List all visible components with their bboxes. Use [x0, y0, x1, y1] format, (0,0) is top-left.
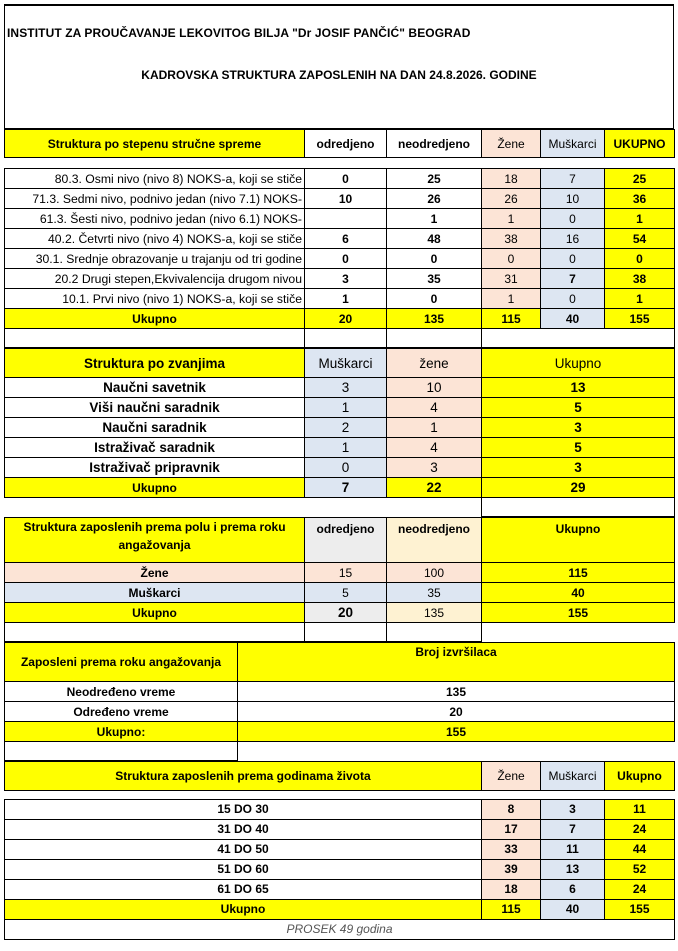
education-row-fixed: 0 [305, 249, 387, 269]
gender-row-fixed: 15 [305, 563, 387, 583]
age-header-label: Struktura zaposlenih prema godinama života [5, 761, 482, 790]
education-row-label: 30.1. Srednje obrazovanje u trajanju od tri godine [5, 249, 305, 269]
term-row-count: 135 [238, 682, 675, 702]
education-header-men: Muškarci [541, 130, 605, 158]
education-row-men: 0 [541, 249, 605, 269]
education-row-men: 0 [541, 289, 605, 309]
term-table [4, 642, 675, 761]
age-row-label: 51 DO 60 [5, 859, 482, 879]
titles-row-women: 4 [387, 438, 482, 458]
titles-row-women: 10 [387, 378, 482, 398]
age-header-women: Žene [482, 761, 541, 790]
gender-row-total: 115 [482, 563, 675, 583]
education-header-permanent: neodredjeno [387, 130, 482, 158]
term-total-count: 155 [238, 722, 675, 742]
age-row-total: 24 [605, 819, 675, 839]
age-row-label: 15 DO 30 [5, 799, 482, 819]
gender-header-permanent: neodredjeno [387, 518, 482, 563]
age-row-men: 6 [541, 879, 605, 899]
spacer [387, 329, 482, 348]
education-row-total: 25 [605, 169, 675, 189]
education-row-label: 40.2. Četvrti nivo (nivo 4) NOKS-a, koji se stiče [5, 229, 305, 249]
titles-row-label: Naučni saradnik [5, 418, 305, 438]
education-row-permanent: 48 [387, 229, 482, 249]
age-average: PROSEK 49 godina [5, 919, 675, 939]
spacer [5, 158, 675, 169]
titles-total-label: Ukupno [5, 478, 305, 498]
education-row-permanent: 1 [387, 209, 482, 229]
education-total-label: Ukupno [5, 309, 305, 329]
gender-total-total: 155 [482, 603, 675, 623]
spacer [5, 329, 305, 348]
education-row-total: 36 [605, 189, 675, 209]
age-total-men: 40 [541, 899, 605, 919]
education-row-label: 71.3. Sedmi nivo, podnivo jedan (nivo 7.1) NOKS- [5, 189, 305, 209]
gender-total-label: Ukupno [5, 603, 305, 623]
titles-table [4, 348, 675, 517]
education-row-total: 54 [605, 229, 675, 249]
age-row-women: 33 [482, 839, 541, 859]
education-row-total: 0 [605, 249, 675, 269]
titles-row-men: 1 [305, 438, 387, 458]
education-header-total: UKUPNO [605, 130, 675, 158]
gender-total-fixed: 20 [305, 603, 387, 623]
spacer [305, 329, 387, 348]
education-row-fixed: 6 [305, 229, 387, 249]
age-header-total: Ukupno [605, 761, 675, 790]
spacer [387, 623, 482, 642]
education-row-permanent: 25 [387, 169, 482, 189]
spacer [387, 498, 482, 517]
gender-table [4, 517, 675, 642]
education-row-permanent: 35 [387, 269, 482, 289]
education-header-label: Struktura po stepenu stručne spreme [5, 130, 305, 158]
education-row-men: 10 [541, 189, 605, 209]
education-row-label: 10.1. Prvi nivo (nivo 1) NOKS-a, koji se stiče [5, 289, 305, 309]
education-row-permanent: 0 [387, 249, 482, 269]
education-row-men: 16 [541, 229, 605, 249]
education-row-women: 38 [482, 229, 541, 249]
education-row-permanent: 0 [387, 289, 482, 309]
education-row-men: 7 [541, 269, 605, 289]
gender-header-fixed: odredjeno [305, 518, 387, 563]
spacer [5, 790, 675, 799]
age-row-men: 3 [541, 799, 605, 819]
spacer [5, 498, 305, 517]
spacer [305, 498, 387, 517]
institute-name: INSTITUT ZA PROUČAVANJE LEKOVITOG BILJA "Dr JOSIF PANČIĆ" BEOGRAD [7, 26, 471, 40]
spacer [482, 623, 675, 642]
titles-row-women: 3 [387, 458, 482, 478]
titles-row-total: 5 [482, 398, 675, 418]
gender-row-total: 40 [482, 583, 675, 603]
age-table [4, 761, 675, 940]
education-row-fixed: 0 [305, 169, 387, 189]
education-row-fixed: 3 [305, 269, 387, 289]
gender-row-label: Muškarci [5, 583, 305, 603]
titles-row-label: Istraživač saradnik [5, 438, 305, 458]
spacer [482, 329, 675, 348]
titles-header-women: žene [387, 349, 482, 378]
education-row-label: 20.2 Drugi stepen,Ekvivalencija drugom nivou [5, 269, 305, 289]
term-row-label: Neodređeno vreme [5, 682, 238, 702]
education-table [4, 129, 675, 348]
age-row-label: 31 DO 40 [5, 819, 482, 839]
education-row-women: 1 [482, 209, 541, 229]
staff-structure-document [4, 4, 674, 940]
titles-row-label: Naučni savetnik [5, 378, 305, 398]
age-row-total: 52 [605, 859, 675, 879]
age-header-men: Muškarci [541, 761, 605, 790]
education-row-women: 1 [482, 289, 541, 309]
education-total-women: 115 [482, 309, 541, 329]
education-row-fixed [305, 209, 387, 229]
titles-row-total: 5 [482, 438, 675, 458]
education-header-women: Žene [482, 130, 541, 158]
education-row-permanent: 26 [387, 189, 482, 209]
education-row-total: 1 [605, 209, 675, 229]
age-row-total: 24 [605, 879, 675, 899]
term-header-label: Zaposleni prema roku angažovanja [5, 643, 238, 682]
titles-row-women: 4 [387, 398, 482, 418]
titles-row-men: 1 [305, 398, 387, 418]
age-total-total: 155 [605, 899, 675, 919]
titles-header-men: Muškarci [305, 349, 387, 378]
titles-row-total: 3 [482, 458, 675, 478]
age-total-label: Ukupno [5, 899, 482, 919]
titles-header-total: Ukupno [482, 349, 675, 378]
gender-header-total: Ukupno [482, 518, 675, 563]
gender-row-fixed: 5 [305, 583, 387, 603]
age-row-women: 8 [482, 799, 541, 819]
education-total-total: 155 [605, 309, 675, 329]
education-row-women: 18 [482, 169, 541, 189]
term-row-count: 20 [238, 702, 675, 722]
education-row-women: 26 [482, 189, 541, 209]
titles-row-total: 3 [482, 418, 675, 438]
titles-total-total: 29 [482, 478, 675, 498]
document-title: KADROVSKA STRUKTURA ZAPOSLENIH NA DAN 24.8.2026. GODINE [141, 68, 537, 82]
age-row-women: 18 [482, 879, 541, 899]
education-header-fixed: odredjeno [305, 130, 387, 158]
age-row-total: 11 [605, 799, 675, 819]
term-total-label: Ukupno: [5, 722, 238, 742]
term-header-count: Broj izvršilaca [238, 643, 675, 682]
education-row-total: 38 [605, 269, 675, 289]
titles-row-label: Viši naučni saradnik [5, 398, 305, 418]
gender-row-permanent: 35 [387, 583, 482, 603]
age-row-men: 11 [541, 839, 605, 859]
education-row-fixed: 10 [305, 189, 387, 209]
titles-row-men: 3 [305, 378, 387, 398]
education-total-fixed: 20 [305, 309, 387, 329]
age-row-women: 17 [482, 819, 541, 839]
education-row-women: 0 [482, 249, 541, 269]
gender-row-label: Žene [5, 563, 305, 583]
age-row-women: 39 [482, 859, 541, 879]
age-row-men: 13 [541, 859, 605, 879]
titles-row-label: Istraživač pripravnik [5, 458, 305, 478]
age-row-label: 61 DO 65 [5, 879, 482, 899]
education-row-men: 0 [541, 209, 605, 229]
titles-row-men: 2 [305, 418, 387, 438]
age-total-women: 115 [482, 899, 541, 919]
education-row-fixed: 1 [305, 289, 387, 309]
titles-row-men: 0 [305, 458, 387, 478]
spacer [482, 498, 675, 517]
age-row-label: 41 DO 50 [5, 839, 482, 859]
gender-header-label: Struktura zaposlenih prema polu i prema roku angažovanja [5, 518, 305, 563]
titles-row-women: 1 [387, 418, 482, 438]
education-row-women: 31 [482, 269, 541, 289]
titles-total-women: 22 [387, 478, 482, 498]
education-total-men: 40 [541, 309, 605, 329]
titles-header-label: Struktura po zvanjima [5, 349, 305, 378]
education-row-label: 80.3. Osmi nivo (nivo 8) NOKS-a, koji se stiče [5, 169, 305, 189]
titles-row-total: 13 [482, 378, 675, 398]
education-row-total: 1 [605, 289, 675, 309]
gender-total-permanent: 135 [387, 603, 482, 623]
age-row-men: 7 [541, 819, 605, 839]
spacer [5, 623, 305, 642]
education-total-permanent: 135 [387, 309, 482, 329]
term-row-label: Određeno vreme [5, 702, 238, 722]
spacer [5, 742, 238, 761]
gender-row-permanent: 100 [387, 563, 482, 583]
spacer [305, 623, 387, 642]
education-row-men: 7 [541, 169, 605, 189]
titles-total-men: 7 [305, 478, 387, 498]
document-header [4, 4, 674, 129]
education-row-label: 61.3. Šesti nivo, podnivo jedan (nivo 6.1) NOKS- [5, 209, 305, 229]
age-row-total: 44 [605, 839, 675, 859]
spacer [238, 742, 675, 761]
